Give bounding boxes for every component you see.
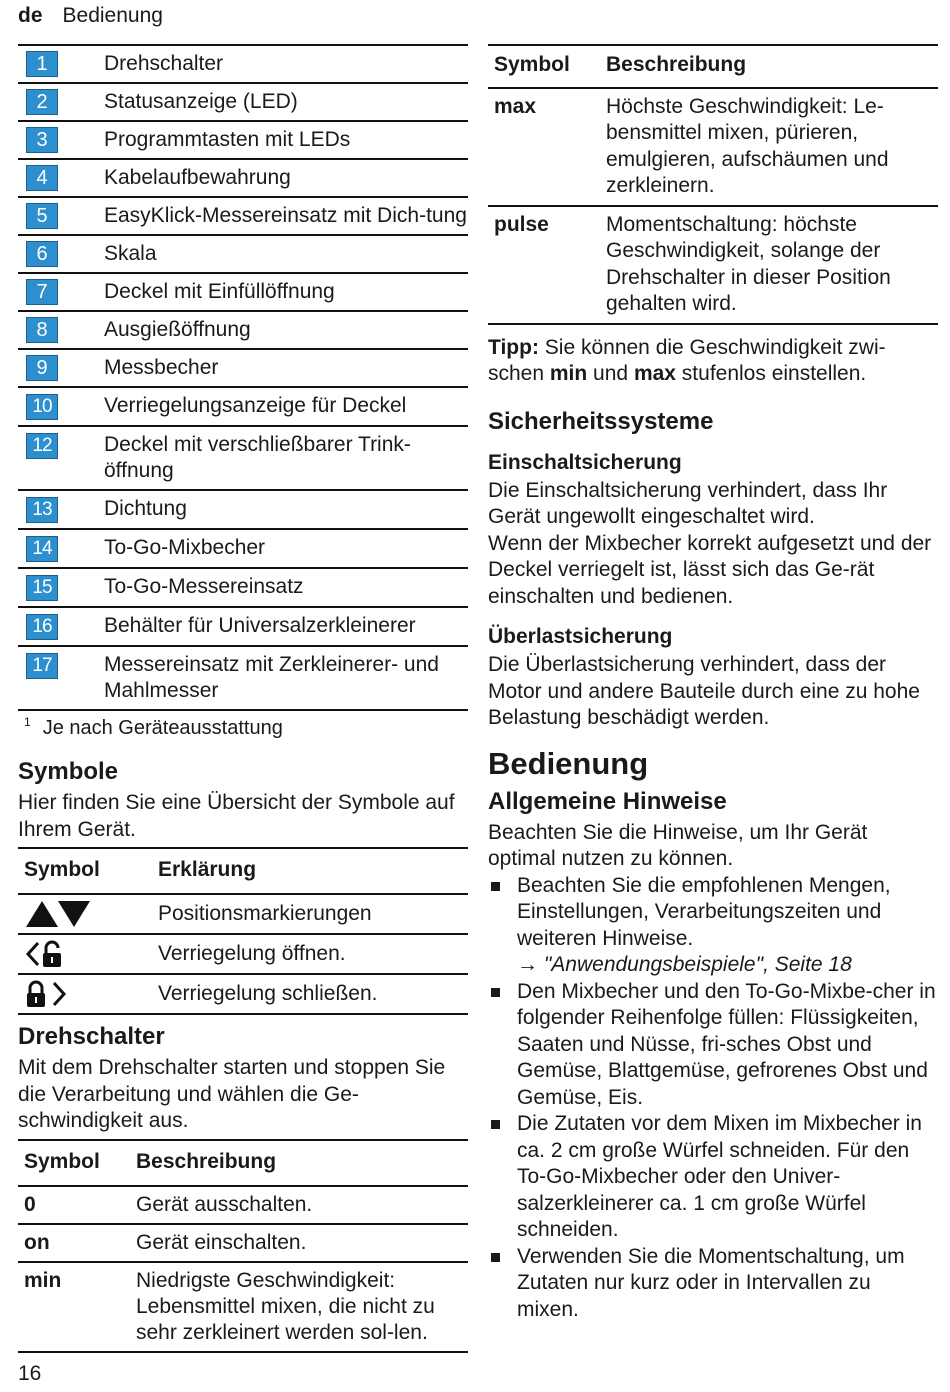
allgemeine-hinweise-heading: Allgemeine Hinweise (488, 787, 727, 815)
part-number-badge: 12 (26, 433, 58, 459)
part-number-badge: 16 (26, 614, 58, 640)
cross-reference-link[interactable]: → "Anwendungsbeispiele", Seite 18 (517, 953, 852, 976)
part-number-badge: 17 (26, 653, 58, 679)
list-item: Beachten Sie die empfohlenen Mengen, Einstellungen, Verarbeitungszeiten und weiteren Hinweise. → "Anwendungsbeispiele", Seite 18 (488, 873, 938, 979)
bedienung-heading: Bedienung (488, 745, 649, 781)
part-label: To-Go-Mixbecher (104, 529, 468, 568)
part-number-badge: 4 (26, 165, 58, 191)
page-header (18, 4, 163, 28)
part-label: Drehschalter (104, 45, 468, 83)
col-erklaerung: Erklärung (152, 848, 468, 894)
section-title: Bedienung (62, 4, 163, 27)
symbole-intro: Hier finden Sie eine Übersicht der Symbole auf Ihrem Gerät. (18, 791, 455, 841)
col-symbol: Symbol (488, 45, 600, 88)
ueberlast-text: Die Überlastsicherung verhindert, dass der Motor und andere Bauteile durch eine zu hohe Belastung beschädigt werden. (488, 653, 920, 729)
part-label: Ausgießöffnung (104, 311, 468, 349)
table-row (18, 529, 468, 568)
left-column (18, 44, 468, 1353)
list-item: Die Zutaten vor dem Mixen im Mixbecher in ca. 2 cm große Würfel schneiden. Für den To-Go-Mixbecher oder den Univer-salzerkleinerer ca. 1 cm große Würfel schneiden. (488, 1111, 938, 1244)
bedienung-intro: Beachten Sie die Hinweise, um Ihr Gerät optimal nutzen zu können. (488, 820, 868, 870)
table-row: on Gerät einschalten. (18, 1224, 468, 1262)
table-row (18, 83, 468, 121)
ueberlast-heading: Überlastsicherung (488, 625, 673, 648)
table-row: 0 Gerät ausschalten. (18, 1186, 468, 1224)
page-number: 16 (18, 1362, 42, 1385)
sicherheit-heading: Sicherheitssysteme (488, 407, 714, 435)
table-row: min Niedrigste Geschwindigkeit: Lebensmittel mixen, die nicht zu sehr zerkleinert werden sol-len. (18, 1262, 468, 1352)
col-beschreibung: Beschreibung (130, 1140, 468, 1186)
part-label: Deckel mit Einfüllöffnung (104, 273, 468, 311)
table-row (18, 235, 468, 273)
table-row: Verriegelung schließen. (18, 974, 468, 1014)
part-label: To-Go-Messereinsatz (104, 568, 468, 607)
part-label: Deckel mit verschließbarer Trink-öffnung (104, 426, 468, 490)
parts-table (18, 44, 468, 711)
part-number-badge: 10 (26, 394, 58, 420)
right-column (488, 44, 938, 1323)
table-row (18, 273, 468, 311)
part-label: Messereinsatz mit Zerkleinerer- und Mahlmesser (104, 646, 468, 710)
table-row: max Höchste Geschwindigkeit: Le-bensmittel mixen, pürieren, emulgieren, aufschäumen und zerkleinern. (488, 88, 938, 206)
list-item: Verwenden Sie die Momentschaltung, um Zutaten nur kurz oder in Intervallen zu mixen. (488, 1244, 938, 1324)
footnote: $^1$ Je nach Geräteausstattung (24, 715, 283, 739)
part-number-badge: 15 (26, 575, 58, 601)
part-number-badge: 2 (26, 89, 58, 115)
tip-paragraph: Tipp: Sie können die Geschwindigkeit zwi-schen min und max stufenlos einstellen. (488, 335, 886, 385)
part-label: EasyKlick-Messereinsatz mit Dich-tung (104, 197, 468, 235)
table-row (18, 45, 468, 83)
part-label: Programmtasten mit LEDs (104, 121, 468, 159)
symbole-heading: Symbole (18, 758, 119, 785)
part-number-badge: 5 (26, 203, 58, 229)
table-row: Verriegelung öffnen. (18, 934, 468, 974)
table-row (18, 197, 468, 235)
table-row: Positionsmarkierungen (18, 894, 468, 934)
part-number-badge: 3 (26, 127, 58, 153)
part-number-badge: 1 (26, 51, 58, 77)
drehschalter-heading: Drehschalter (18, 1023, 165, 1050)
table-row (18, 121, 468, 159)
table-row (18, 568, 468, 607)
table-row (18, 349, 468, 387)
einschalt-text-2: Wenn der Mixbecher korrekt aufgesetzt und der Deckel verriegelt ist, lässt sich das Ge-rät einschalten und bedienen. (488, 531, 932, 608)
table-row (18, 387, 468, 426)
part-number-badge: 7 (26, 279, 58, 305)
table-row (18, 426, 468, 490)
part-number-badge: 14 (26, 536, 58, 562)
table-row (18, 646, 468, 710)
position-markers-icon (24, 899, 94, 929)
part-label: Messbecher (104, 349, 468, 387)
list-item: Den Mixbecher und den To-Go-Mixbe-cher in folgender Reihenfolge füllen: Flüssigkeiten, Saaten und Nüsse, fri-sches Obst und Gemüse, Blattgemüse, gefrorenes Obst und Gemüse, Eis. (488, 979, 938, 1112)
part-label: Behälter für Universalzerkleinerer (104, 607, 468, 646)
drehschalter-table-continued (488, 44, 938, 325)
table-row (18, 311, 468, 349)
part-number-badge: 13 (26, 497, 58, 523)
part-label: Verriegelungsanzeige für Deckel (104, 387, 468, 426)
hinweise-list (488, 873, 938, 1324)
lock-icon (24, 979, 72, 1009)
unlock-icon (24, 939, 72, 969)
part-label: Dichtung (104, 490, 468, 529)
col-beschreibung: Beschreibung (600, 45, 938, 88)
col-symbol: Symbol (18, 848, 152, 894)
table-row (18, 490, 468, 529)
drehschalter-intro: Mit dem Drehschalter starten und stoppen Sie die Verarbeitung und wählen die Ge-schwindigkeit aus. (18, 1056, 446, 1132)
part-label: Skala (104, 235, 468, 273)
table-row: pulse Momentschaltung: höchste Geschwindigkeit, solange der Drehschalter in dieser Position gehalten wird. (488, 206, 938, 324)
symbol-table (18, 847, 468, 1015)
part-label: Statusanzeige (LED) (104, 83, 468, 121)
language-tag: de (18, 4, 43, 27)
drehschalter-table (18, 1139, 468, 1353)
col-symbol: Symbol (18, 1140, 130, 1186)
table-row (18, 159, 468, 197)
part-number-badge: 6 (26, 241, 58, 267)
part-label: Kabelaufbewahrung (104, 159, 468, 197)
table-row (18, 607, 468, 646)
part-number-badge: 8 (26, 317, 58, 343)
part-number-badge: 9 (26, 355, 58, 381)
einschalt-heading: Einschaltsicherung (488, 450, 682, 474)
einschalt-text: Die Einschaltsicherung verhindert, dass Ihr Gerät ungewollt eingeschaltet wird. (488, 478, 888, 528)
